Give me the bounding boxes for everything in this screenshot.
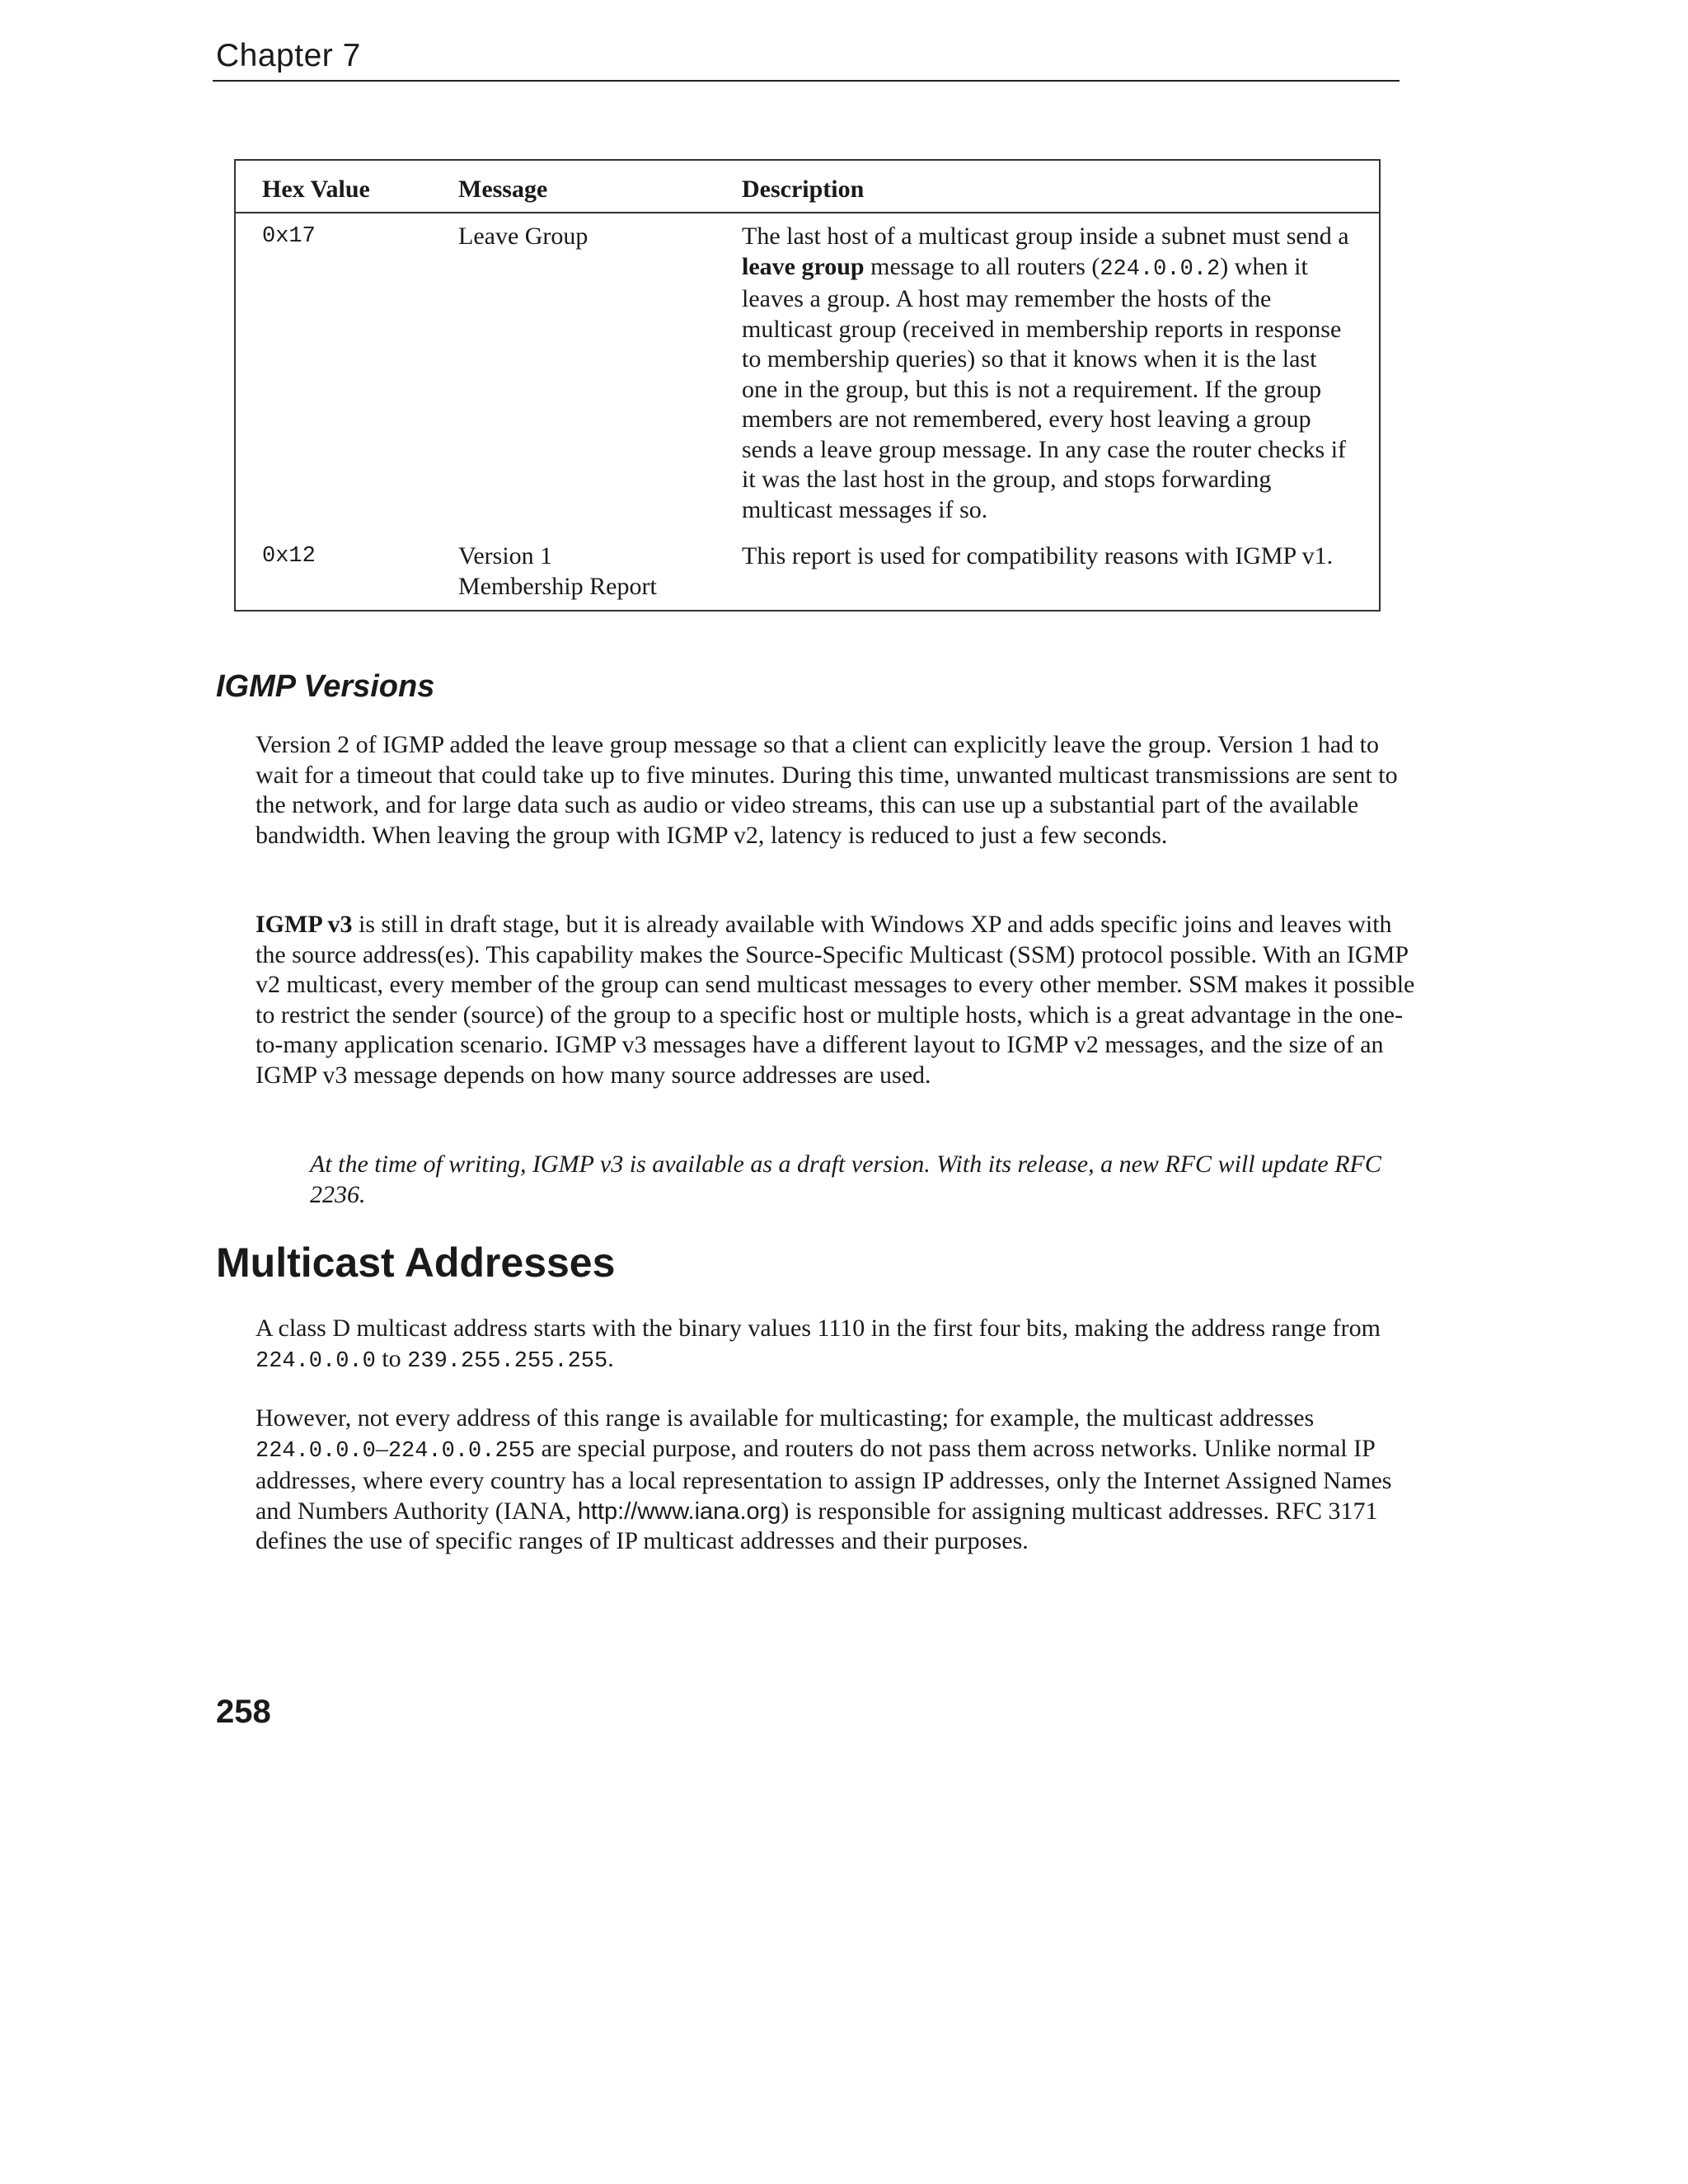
page-number: 258 xyxy=(216,1694,271,1730)
column-header-description: Description xyxy=(742,176,865,203)
multicast-addresses-heading: Multicast Addresses xyxy=(216,1240,616,1286)
desc-code-address: 224.0.0.2 xyxy=(1100,256,1221,282)
table-row xyxy=(235,213,1380,530)
bold-term: IGMP v3 xyxy=(256,911,353,938)
code-address: 224.0.0.255 xyxy=(387,1438,536,1464)
hex-value-cell: 0x17 xyxy=(262,224,316,249)
igmp-versions-heading: IGMP Versions xyxy=(216,669,435,704)
table-header-row xyxy=(235,160,1380,213)
range-dash: – xyxy=(375,1434,388,1462)
igmp-versions-paragraph-2 xyxy=(256,910,1426,1090)
description-cell xyxy=(742,213,1380,530)
paragraph-text: to xyxy=(375,1344,408,1372)
code-address: 224.0.0.0 xyxy=(256,1348,376,1374)
message-cell: Leave Group xyxy=(458,223,588,250)
igmp-message-table xyxy=(234,159,1381,612)
paragraph-text: A class D multicast address starts with the binary values 1110 in the first four bits, making the address range from xyxy=(256,1315,1381,1342)
header-rule xyxy=(213,80,1400,82)
desc-text: message to all routers ( xyxy=(864,252,1100,280)
message-cell xyxy=(458,530,742,611)
draft-version-note: At the time of writing, IGMP v3 is available as a draft version. With its release, a new RFC will update RFC 2236. xyxy=(310,1151,1381,1208)
description-cell: This report is used for compatibility reasons with IGMP v1. xyxy=(742,542,1334,569)
paragraph-text: However, not every address of this range is available for multicasting; for example, the multicast addresses xyxy=(256,1404,1315,1432)
column-header-message: Message xyxy=(458,176,548,203)
desc-text: The last host of a multicast group inside a subnet must send a xyxy=(742,223,1349,250)
igmp-versions-paragraph-1: Version 2 of IGMP added the leave group message so that a client can explicitly leave the group. Version 1 had to wait for a timeout that could take up to five minutes. During this time, unwanted multicast transmissions are sent to the network, and for large data such as audio or video streams, this can use up a substantial part of the available bandwidth. When leaving the group with IGMP v2, latency is reduced to just a few seconds. xyxy=(256,731,1398,849)
iana-link[interactable]: http://www.iana.org xyxy=(577,1497,781,1525)
multicast-addresses-paragraph-1 xyxy=(256,1314,1426,1376)
multicast-addresses-paragraph-2 xyxy=(256,1404,1426,1557)
desc-bold-term: leave group xyxy=(742,252,865,280)
table-row xyxy=(235,530,1380,611)
desc-text: ) when it leaves a group. A host may remember the hosts of the multicast group (received in membership reports in response to membership queries) so that it knows when it is the last one in the group, but this is not a requirement. If the group members are not remembered, every host leaving a group sends a leave group message. In any case the router checks if it was the last host in the group, and stops forwarding multicast messages if so. xyxy=(742,252,1347,523)
code-address: 239.255.255.255 xyxy=(407,1348,608,1374)
message-line: Version 1 xyxy=(458,542,553,569)
message-line: Membership Report xyxy=(458,572,657,600)
paragraph-text: are special purpose, and routers do not pass them across networks. Unlike normal IP addresses, where every country has a local representation to assign IP addresses, only the Internet Assigned Names and Numbers Authority (IANA, xyxy=(256,1434,1392,1525)
chapter-header: Chapter 7 xyxy=(216,38,361,73)
paragraph-text: . xyxy=(607,1344,614,1372)
hex-value-cell: 0x12 xyxy=(262,544,316,569)
column-header-hex-value: Hex Value xyxy=(262,176,370,203)
paragraph-text: is still in draft stage, but it is already available with Windows XP and adds specific joins and leaves with the source address(es). This capability makes the Source-Specific Multicast (SSM) protocol possible. With an IGMP v2 multicast, every member of the group can send multicast messages to every other member. SSM makes it possible to restrict the sender (source) of the group to a specific host or multiple hosts, which is a great advantage in the one-to-many application scenario. IGMP v3 messages have a different layout to IGMP v2 messages, and the size of an IGMP v3 message depends on how many source addresses are used. xyxy=(256,911,1415,1089)
code-address: 224.0.0.0 xyxy=(256,1438,376,1464)
paragraph-text: ) is responsible for assigning multicast addresses. RFC 3171 defines the use of specific ranges of IP multicast addresses and their purposes. xyxy=(256,1497,1378,1554)
